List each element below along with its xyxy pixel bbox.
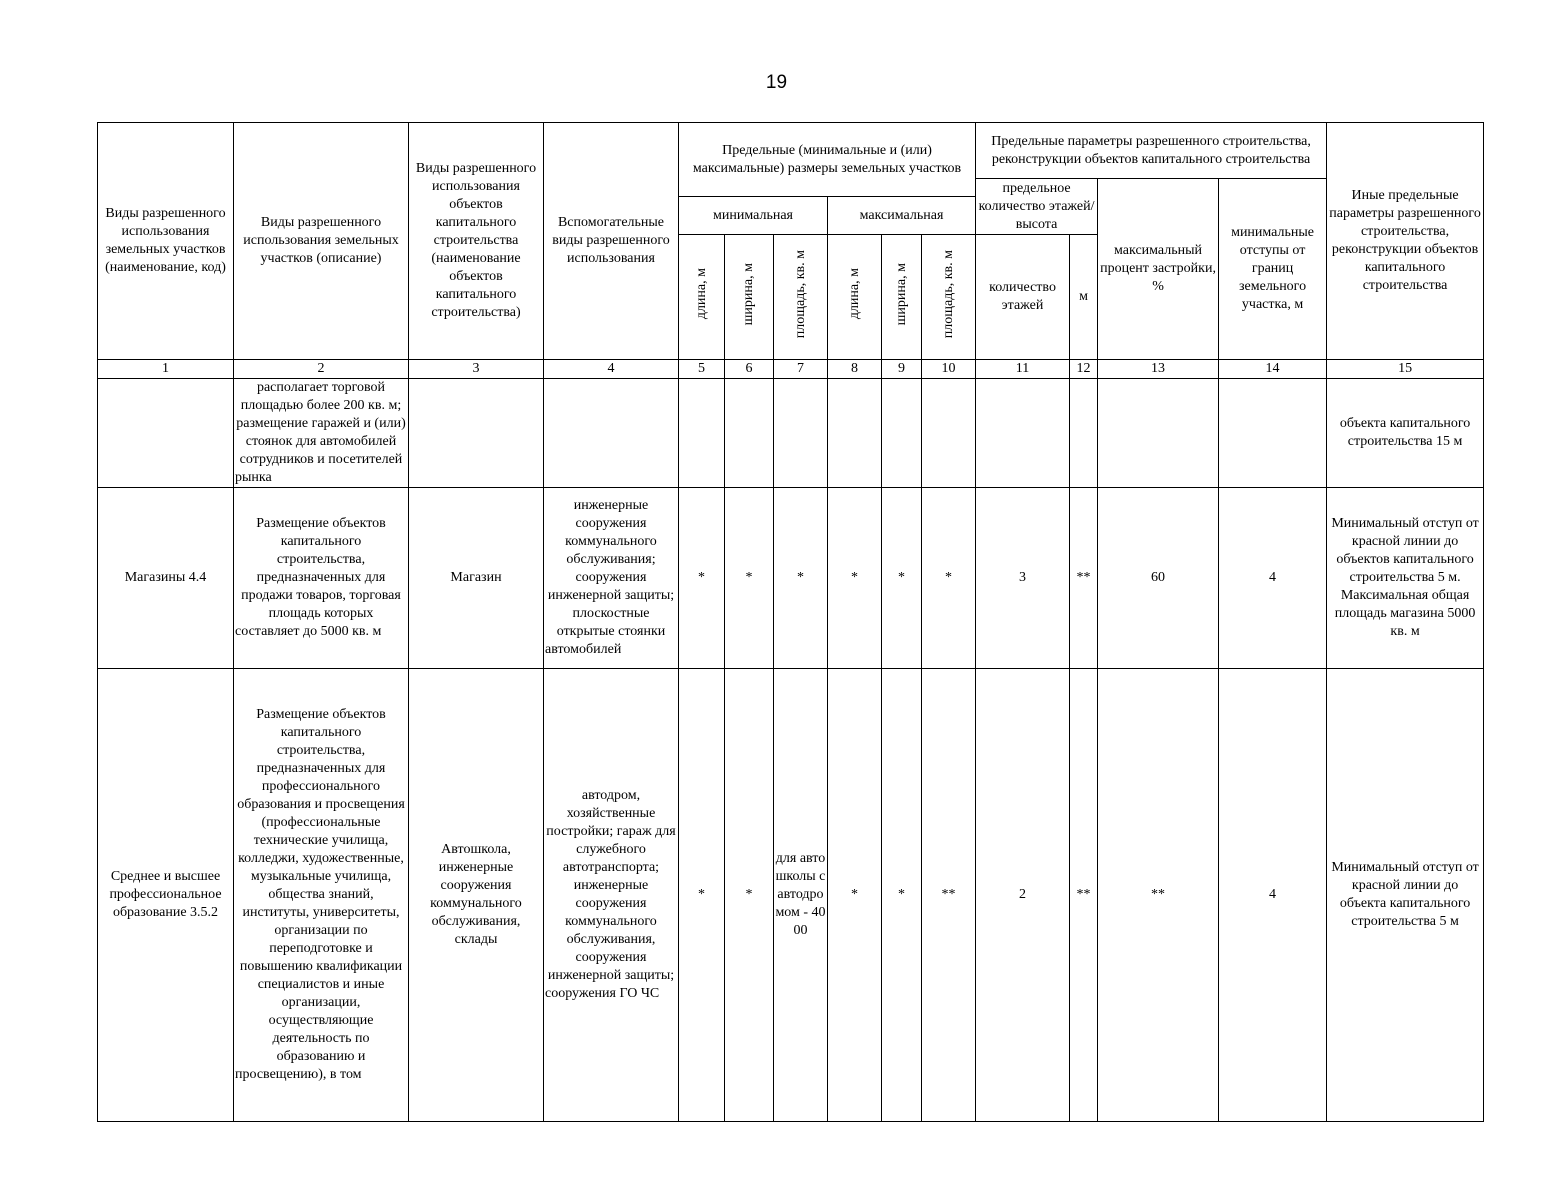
min-setback-cell	[1219, 379, 1327, 488]
table-row	[98, 669, 1484, 1122]
auxiliary-use-cell: автодром, хозяйственные постройки; гараж для служебного автотранспорта; инженерные сооружения коммунального обслуживания, сооружения инженерной защиты; сооружения ГО ЧС	[544, 669, 679, 1122]
header-min-area-text: площадь, кв. м	[792, 249, 808, 339]
header-minimal: минимальная	[679, 197, 828, 235]
floors-count-cell	[976, 379, 1070, 488]
max-area-cell: *	[922, 488, 976, 669]
min-length-cell	[679, 379, 725, 488]
header-construction-parameters: Предельные параметры разрешенного строительства, реконструкции объектов капитального строительства	[976, 123, 1327, 179]
height-m-cell	[1070, 379, 1098, 488]
floors-count-cell: 3	[976, 488, 1070, 669]
auxiliary-use-cell	[544, 379, 679, 488]
header-maximal: максимальная	[828, 197, 976, 235]
construction-use-cell	[409, 379, 544, 488]
min-setback-cell: 4	[1219, 488, 1327, 669]
column-number: 14	[1219, 360, 1327, 379]
header-meters: м	[1070, 235, 1098, 360]
other-parameters-cell: объекта капитального строительства 15 м	[1327, 379, 1484, 488]
construction-use-cell: Автошкола, инженерные сооружения коммунального обслуживания, склады	[409, 669, 544, 1122]
column-number: 10	[922, 360, 976, 379]
max-build-percent-cell: 60	[1098, 488, 1219, 669]
land-use-type-cell: Магазины 4.4	[98, 488, 234, 669]
column-number: 4	[544, 360, 679, 379]
header-floors-height: предельное количество этажей/высота	[976, 179, 1098, 235]
header-min-width	[725, 235, 774, 360]
column-number: 15	[1327, 360, 1484, 379]
page-number: 19	[765, 72, 788, 93]
column-number: 1	[98, 360, 234, 379]
other-parameters-cell: Минимальный отступ от красной линии до объектов капитального строительства 5 м. Максимальная общая площадь магазина 5000 кв. м	[1327, 488, 1484, 669]
height-m-cell: **	[1070, 488, 1098, 669]
header-min-setbacks: минимальные отступы от границ земельного участка, м	[1219, 179, 1327, 360]
header-floors-count: количество этажей	[976, 235, 1070, 360]
header-other-parameters: Иные предельные параметры разрешенного строительства, реконструкции объектов капитального строительства	[1327, 123, 1484, 360]
min-length-cell: *	[679, 669, 725, 1122]
column-number: 11	[976, 360, 1070, 379]
header-max-width	[882, 235, 922, 360]
max-build-percent-cell	[1098, 379, 1219, 488]
header-min-length-text: длина, м	[693, 268, 709, 320]
column-number: 7	[774, 360, 828, 379]
column-number-row	[98, 360, 1484, 379]
construction-use-cell: Магазин	[409, 488, 544, 669]
land-use-type-cell	[98, 379, 234, 488]
land-use-description-cell: Размещение объектов капитального строительства, предназначенных для продажи товаров, торговая площадь которых составляет до 5000 кв. м	[234, 488, 409, 669]
table-row	[98, 488, 1484, 669]
column-number: 9	[882, 360, 922, 379]
header-max-length	[828, 235, 882, 360]
header-land-use-type: Виды разрешенного использования земельных участков (наименование, код)	[98, 123, 234, 360]
min-setback-cell: 4	[1219, 669, 1327, 1122]
min-width-cell: *	[725, 488, 774, 669]
header-min-width-text: ширина, м	[741, 262, 756, 326]
header-max-width-text: ширина, м	[893, 262, 909, 326]
max-length-cell: *	[828, 669, 882, 1122]
column-number: 5	[679, 360, 725, 379]
land-use-description-cell: Размещение объектов капитального строительства, предназначенных для профессионального образования и просвещения (профессиональные технические училища, колледжи, художественные, музыкальные училища, общества знаний, институты, университеты, организации по переподготовке и повышению квалификации специалистов и иные организации, осуществляющие деятельность по образованию и просвещению), в том	[234, 669, 409, 1122]
min-width-cell	[725, 379, 774, 488]
land-use-type-cell: Среднее и высшее профессиональное образование 3.5.2	[98, 669, 234, 1122]
max-width-cell: *	[882, 669, 922, 1122]
header-plot-size-limits: Предельные (минимальные и (или) максимальные) размеры земельных участков	[679, 123, 976, 197]
max-width-cell	[882, 379, 922, 488]
header-max-area	[922, 235, 976, 360]
max-width-cell: *	[882, 488, 922, 669]
max-length-cell: *	[828, 488, 882, 669]
header-min-area	[774, 235, 828, 360]
min-length-cell: *	[679, 488, 725, 669]
max-area-cell	[922, 379, 976, 488]
header-max-area-text: площадь, кв. м	[940, 249, 956, 339]
header-land-use-description: Виды разрешенного использования земельных участков (описание)	[234, 123, 409, 360]
min-width-cell: *	[725, 669, 774, 1122]
column-number: 12	[1070, 360, 1098, 379]
column-number: 13	[1098, 360, 1219, 379]
floors-count-cell: 2	[976, 669, 1070, 1122]
min-area-cell	[774, 379, 828, 488]
max-build-percent-cell: **	[1098, 669, 1219, 1122]
column-number: 6	[725, 360, 774, 379]
min-area-cell: *	[774, 488, 828, 669]
header-max-build-percent: максимальный процент застройки, %	[1098, 179, 1219, 360]
max-length-cell	[828, 379, 882, 488]
column-number: 8	[828, 360, 882, 379]
land-use-description-cell: располагает торговой площадью более 200 кв. м; размещение гаражей и (или) стоянок для автомобилей сотрудников и посетителей рынка	[234, 379, 409, 488]
auxiliary-use-cell: инженерные сооружения коммунального обслуживания; сооружения инженерной защиты; плоскостные открытые стоянки автомобилей	[544, 488, 679, 669]
header-auxiliary-use: Вспомогательные виды разрешенного использования	[544, 123, 679, 360]
height-m-cell: **	[1070, 669, 1098, 1122]
header-min-length	[679, 235, 725, 360]
column-number: 3	[409, 360, 544, 379]
header-max-length-text: длина, м	[846, 268, 862, 320]
table-row	[98, 379, 1484, 488]
zoning-regulations-table	[97, 122, 1484, 1122]
max-area-cell: **	[922, 669, 976, 1122]
other-parameters-cell: Минимальный отступ от красной линии до объекта капитального строительства 5 м	[1327, 669, 1484, 1122]
header-construction-use-type: Виды разрешенного использования объектов капитального строительства (наименование объектов капитального строительства)	[409, 123, 544, 360]
header-row-1	[98, 123, 1484, 179]
min-area-cell: для автошколы с автодромом - 4000	[774, 669, 828, 1122]
column-number: 2	[234, 360, 409, 379]
